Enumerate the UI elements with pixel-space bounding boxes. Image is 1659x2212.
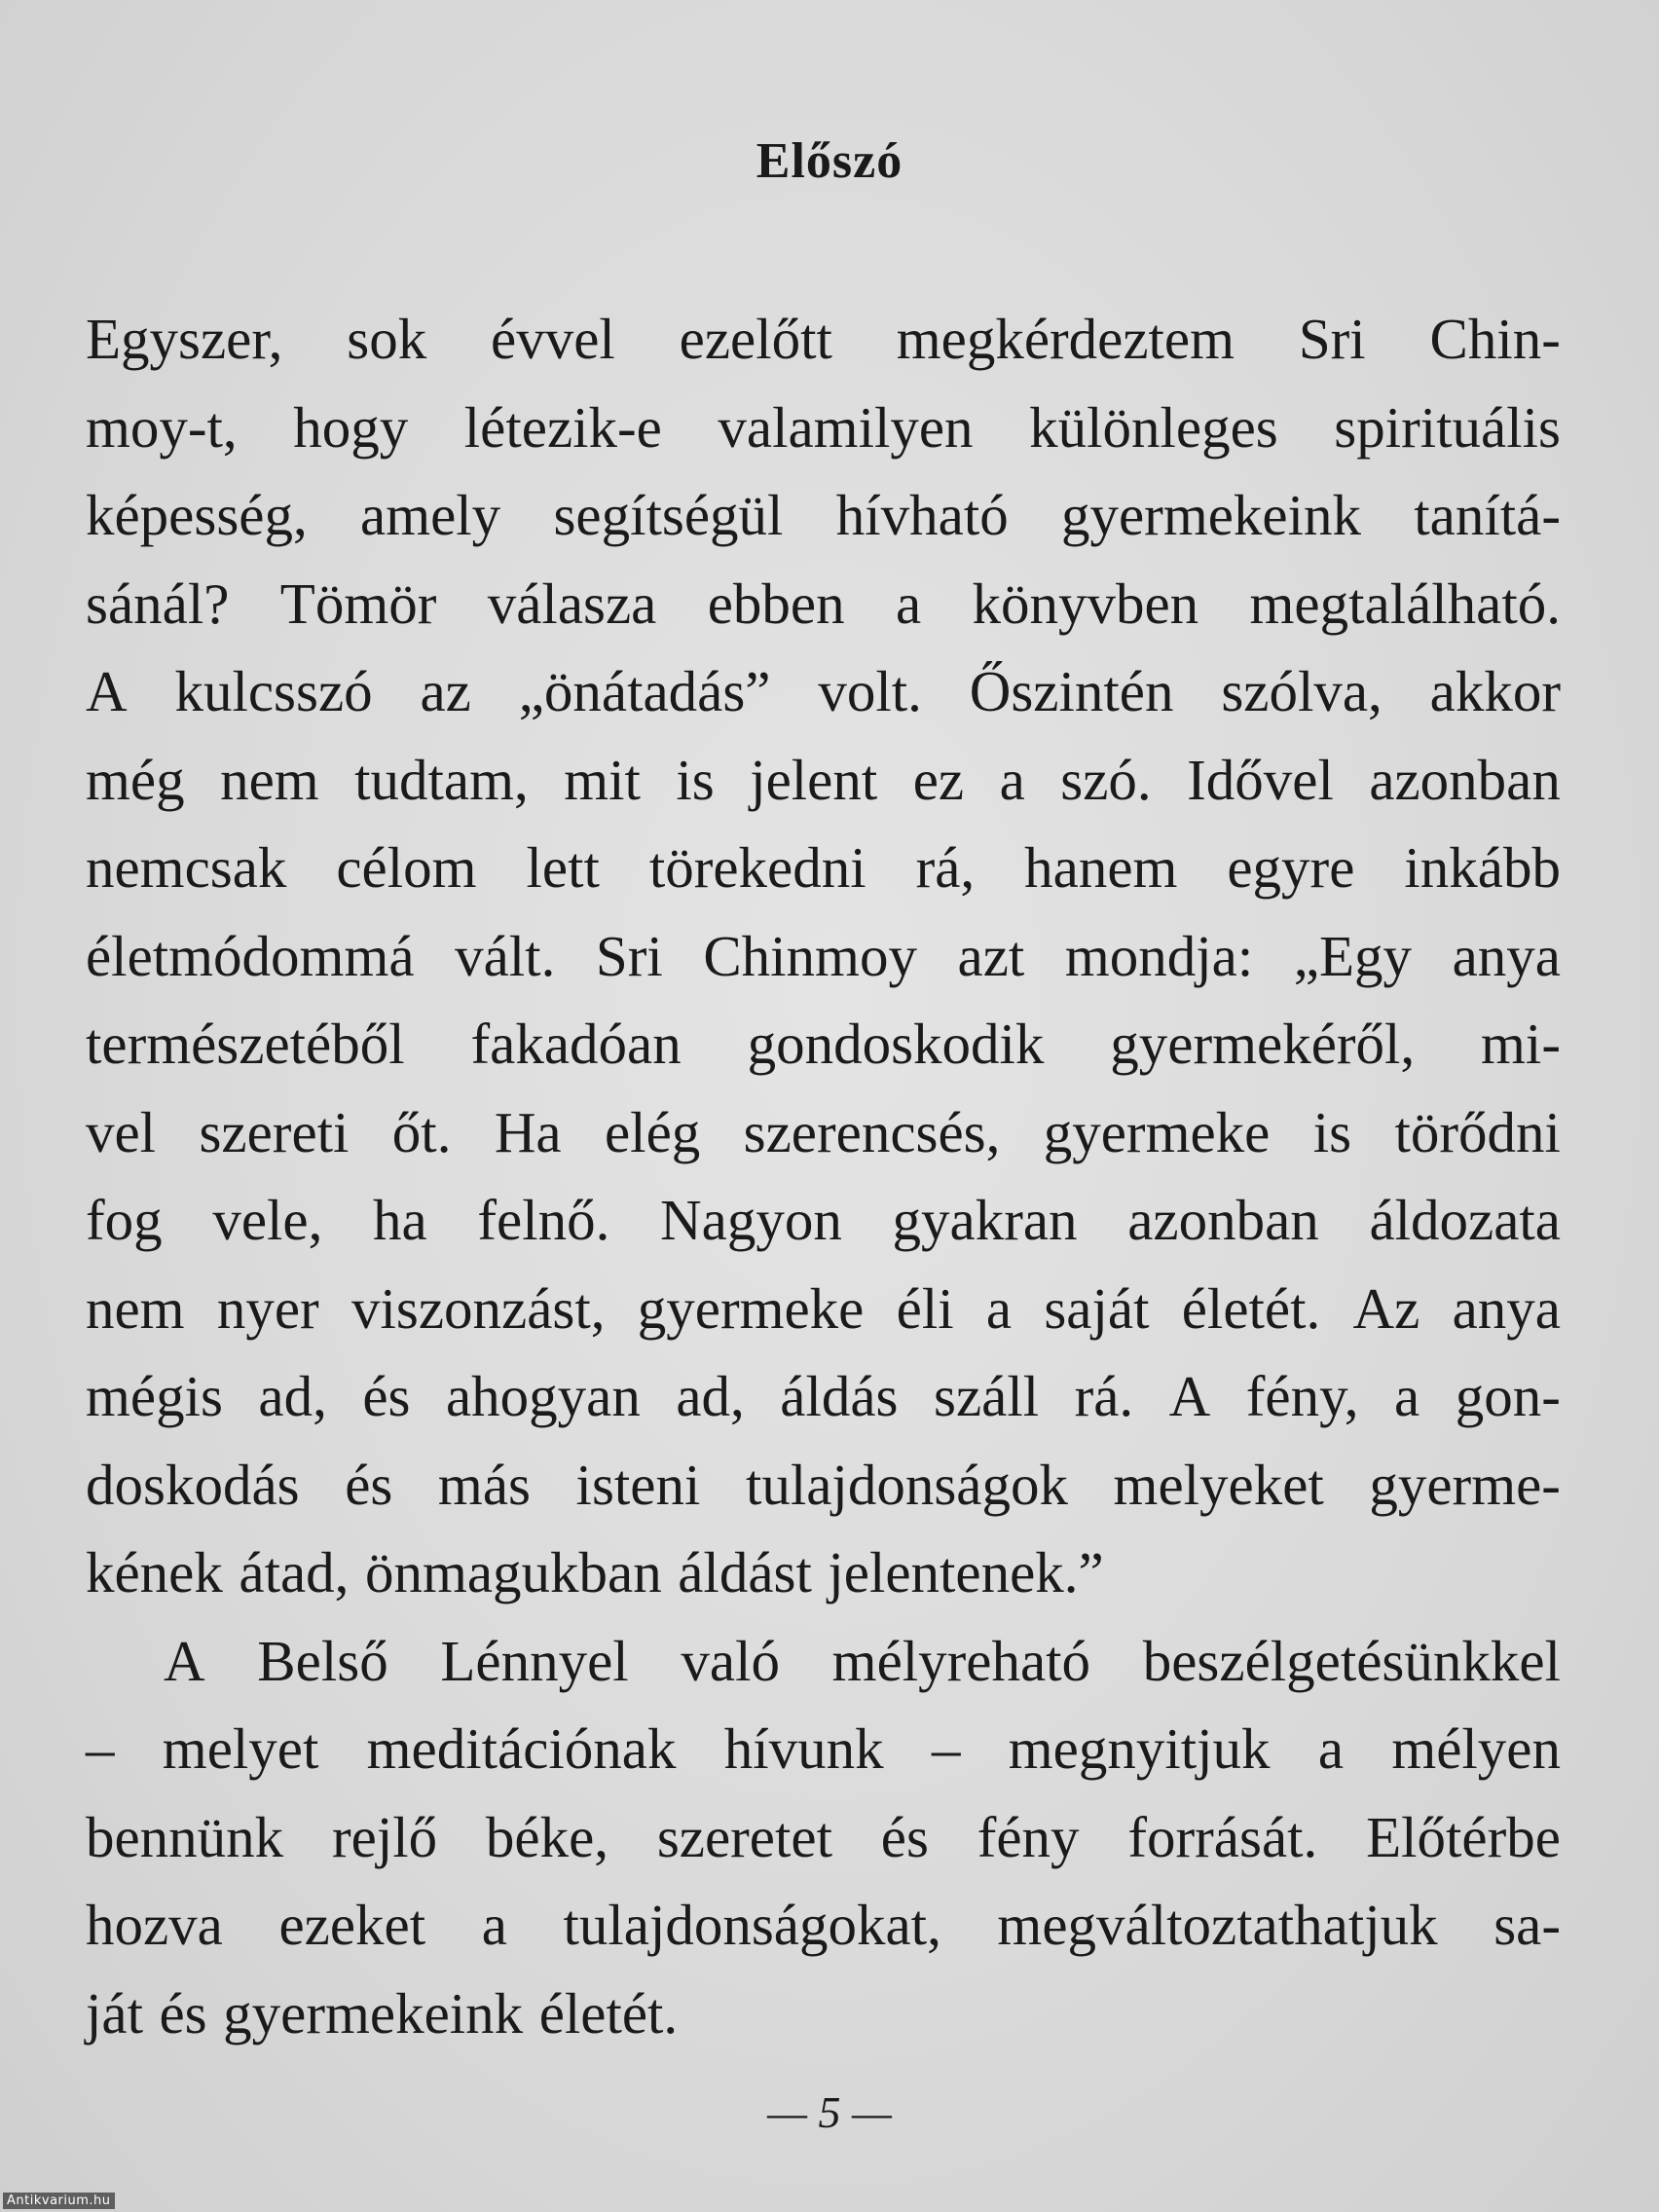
text-line: fog vele, ha felnő. Nagyon gyakran azonban áldozata	[86, 1188, 1561, 1252]
text-line: természetéből fakadóan gondoskodik gyermekéről, mi-	[86, 1012, 1561, 1076]
text-line: még nem tudtam, mit is jelent ez a szó. Idővel azonban	[86, 747, 1561, 812]
text-line: – melyet meditációnak hívunk – megnyitjuk a mélyen	[86, 1716, 1561, 1781]
body-text	[86, 295, 1561, 2057]
chapter-title: Előszó	[756, 133, 903, 189]
text-line: moy-t, hogy létezik-e valamilyen különleges spirituális	[86, 394, 1561, 460]
text-line: sánál? Tömör válasza ebben a könyvben megtalálható.	[86, 571, 1561, 636]
text-line: nem nyer viszonzást, gyermeke éli a saját életét. Az anya	[86, 1275, 1561, 1341]
text-line: Egyszer, sok évvel ezelőtt megkérdeztem Sri Chin-	[86, 307, 1561, 371]
text-line: kének átad, önmagukban áldást jelentenek.”	[86, 1540, 1104, 1604]
text-line: ját és gyermekeink életét.	[86, 1980, 679, 2046]
text-line: bennünk rejlő béke, szeretet és fény forrását. Előtérbe	[86, 1804, 1561, 1869]
text-line: mégis ad, és ahogyan ad, áldás száll rá. A fény, a gon-	[86, 1364, 1561, 1428]
text-line: vel szereti őt. Ha elég szerencsés, gyermeke is törődni	[86, 1099, 1561, 1164]
text-line: hozva ezeket a tulajdonságokat, megváltoztathatjuk sa-	[86, 1893, 1561, 1957]
watermark: Antikvarium.hu	[3, 2193, 115, 2209]
text-line: doskodás és más isteni tulajdonságok melyeket gyerme-	[86, 1452, 1561, 1517]
text-line: A kulcsszó az „önátadás” volt. Őszintén szólva, akkor	[86, 659, 1561, 723]
text-line: képesség, amely segítségül hívható gyermekeink tanítá-	[86, 483, 1561, 547]
text-line: A Belső Lénnyel való mélyreható beszélgetésünkkel	[164, 1628, 1561, 1693]
page-number: — 5 —	[767, 2087, 892, 2137]
text-line: nemcsak célom lett törekedni rá, hanem egyre inkább	[86, 835, 1561, 900]
text-line: életmódommá vált. Sri Chinmoy azt mondja: „Egy anya	[86, 923, 1561, 988]
